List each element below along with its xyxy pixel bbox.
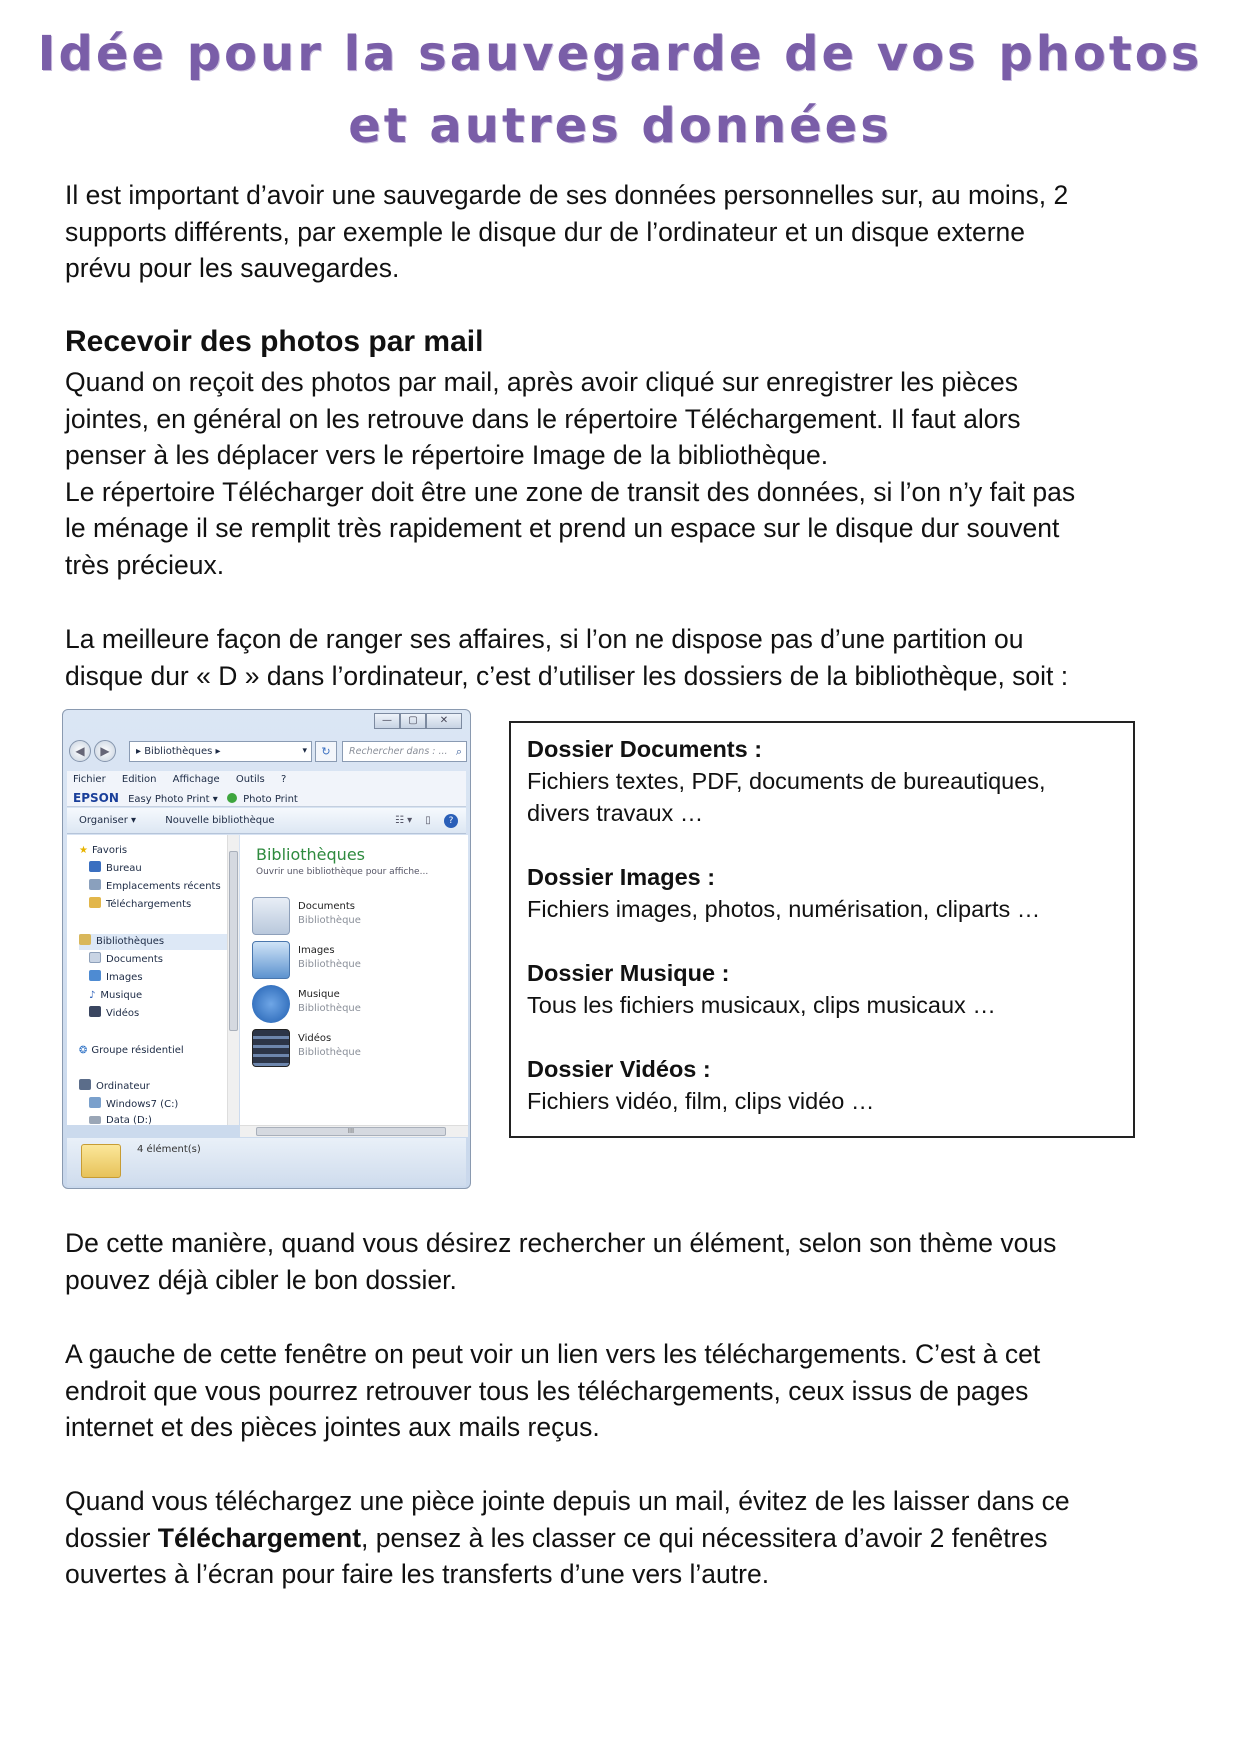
text-line: penser à les déplacer vers le répertoire Image de la bibliothèque. xyxy=(65,440,829,471)
menu-item: Edition xyxy=(121,774,157,785)
epson-toolbar xyxy=(67,789,466,807)
star-icon: ★ xyxy=(79,845,88,856)
text-line: supports différents, par exemple le disque dur de l’ordinateur et un disque externe xyxy=(65,216,1025,247)
title-line-2: et autres données xyxy=(348,98,892,154)
nav-label: Bureau xyxy=(106,863,142,874)
address-field xyxy=(129,741,312,762)
menu-item: Outils xyxy=(235,774,265,785)
dossier-title: Dossier Images : xyxy=(527,864,716,890)
back-icon: ◀ xyxy=(69,740,91,762)
text-line: internet et des pièces jointes aux mails reçus. xyxy=(65,1412,600,1443)
videos-library-icon xyxy=(252,1029,290,1067)
text-line: Quand vous téléchargez une pièce jointe depuis un mail, évitez de les laisser dans ce xyxy=(65,1486,1070,1516)
epson-logo: EPSON xyxy=(73,791,119,805)
nav-groupe xyxy=(79,1043,184,1059)
content-pane xyxy=(240,835,468,1125)
chevron-down-icon: ▾ xyxy=(302,746,307,756)
search-placeholder: Rechercher dans : ... xyxy=(349,746,448,757)
nav-documents xyxy=(89,952,163,968)
nav-favoris xyxy=(79,843,127,859)
library-type: Bibliothèque xyxy=(298,1047,361,1058)
library-name: Musique xyxy=(298,989,340,1000)
title-line-1: Idée pour la sauvegarde de vos photos xyxy=(37,26,1203,82)
nav-label: Bibliothèques xyxy=(96,936,165,947)
mail-paragraph xyxy=(65,364,1185,584)
organiser-button: Organiser ▾ xyxy=(79,815,137,826)
nav-label: Vidéos xyxy=(106,1008,140,1019)
library-name: Images xyxy=(298,945,335,956)
text-line-with-bold xyxy=(65,1520,1185,1557)
text-line: jointes, en général on les retrouve dans le répertoire Téléchargement. Il faut alors xyxy=(65,403,1021,434)
intro-paragraph xyxy=(65,177,1185,287)
documents-library-icon xyxy=(252,897,290,935)
library-item-images xyxy=(252,939,452,985)
library-name: Documents xyxy=(298,901,356,912)
recent-places-icon xyxy=(89,879,101,890)
nav-data xyxy=(89,1113,152,1129)
dossier-list-box xyxy=(509,721,1135,1138)
bold-term: Téléchargement xyxy=(157,1522,362,1553)
drive-d-icon xyxy=(89,1116,101,1124)
text-line: Quand on reçoit des photos par mail, après avoir cliqué sur enregistrer les pièces xyxy=(65,367,1019,397)
search-icon: ⌕ xyxy=(455,745,462,758)
dossier-videos xyxy=(527,1053,1117,1117)
dossier-desc: divers travaux … xyxy=(527,800,704,826)
nav-label: Téléchargements xyxy=(106,899,192,910)
help-icon: ? xyxy=(444,814,458,828)
folder-icon xyxy=(81,1144,121,1178)
close-button: ✕ xyxy=(426,713,462,729)
refresh-icon: ↻ xyxy=(315,741,337,762)
text-line: endroit que vous pourrez retrouver tous les téléchargements, ceux issus de pages xyxy=(65,1375,1029,1406)
text-line: Le répertoire Télécharger doit être une zone de transit des données, si l’on n’y fait pas xyxy=(65,476,1076,507)
music-icon: ♪ xyxy=(89,990,96,1001)
text-segment: , pensez à les classer ce qui nécessitera d’avoir 2 fenêtres xyxy=(361,1522,1048,1553)
dossier-title: Dossier Documents : xyxy=(527,736,763,762)
images-library-icon xyxy=(252,941,290,979)
new-library-button: Nouvelle bibliothèque xyxy=(165,815,275,826)
details-pane xyxy=(67,1138,466,1186)
photo-print-icon xyxy=(227,793,237,803)
maximize-button: ▢ xyxy=(400,713,426,729)
nav-label: Groupe résidentiel xyxy=(91,1045,184,1056)
library-name: Vidéos xyxy=(298,1033,332,1044)
dossier-musique xyxy=(527,957,1117,1021)
nav-label: Ordinateur xyxy=(96,1081,150,1092)
view-options-icon: ☷ ▾ xyxy=(394,815,413,826)
text-line: le ménage il se remplit très rapidement et prend un espace sur le disque dur souvent xyxy=(65,513,1060,544)
drive-c-icon xyxy=(89,1097,101,1108)
maniere-paragraph xyxy=(65,1225,1185,1298)
nav-label: Documents xyxy=(106,954,164,965)
explorer-window-screenshot xyxy=(62,709,471,1189)
section-heading: Recevoir des photos par mail xyxy=(65,325,484,358)
library-type: Bibliothèque xyxy=(298,915,361,926)
text-line: ouvertes à l’écran pour faire les transferts d’une vers l’autre. xyxy=(65,1559,770,1590)
quand-paragraph xyxy=(65,1483,1185,1593)
library-type: Bibliothèque xyxy=(298,1003,361,1014)
text-line: très précieux. xyxy=(65,549,225,580)
text-line: La meilleure façon de ranger ses affaires, si l’on ne dispose pas d’une partition ou xyxy=(65,624,1024,654)
scroll-thumb xyxy=(229,851,238,1031)
library-item-documents xyxy=(252,895,452,941)
text-line: prévu pour les sauvegardes. xyxy=(65,253,400,284)
videos-icon xyxy=(89,1006,101,1017)
dossier-images xyxy=(527,861,1117,925)
text-segment: dossier xyxy=(65,1522,158,1553)
horizontal-scrollbar xyxy=(240,1125,468,1137)
vertical-scrollbar xyxy=(227,835,239,1125)
preview-pane-icon: ▯ xyxy=(425,815,431,826)
nav-windows7 xyxy=(89,1097,178,1113)
documents-icon xyxy=(89,952,101,963)
dossier-desc: Tous les fichiers musicaux, clips musicaux … xyxy=(527,992,996,1018)
hscroll-thumb: III xyxy=(256,1127,446,1136)
nav-images xyxy=(89,970,143,986)
text-line: Il est important d’avoir une sauvegarde de ses données personnelles sur, au moins, 2 xyxy=(65,180,1069,210)
item-count: 4 élément(s) xyxy=(137,1144,201,1155)
text-line: pouvez déjà cibler le bon dossier. xyxy=(65,1264,457,1295)
nav-label: Images xyxy=(106,972,143,983)
dossier-desc: Fichiers textes, PDF, documents de bureautiques, xyxy=(527,768,1046,794)
nav-label: Data (D:) xyxy=(106,1115,152,1126)
gauche-paragraph xyxy=(65,1336,1185,1446)
nav-emplacements xyxy=(89,879,221,895)
library-item-videos xyxy=(252,1027,452,1073)
text-line: A gauche de cette fenêtre on peut voir un lien vers les téléchargements. C’est à cet xyxy=(65,1339,1041,1369)
page-title xyxy=(0,18,1240,162)
desktop-icon xyxy=(89,861,101,872)
text-line: De cette manière, quand vous désirez rechercher un élément, selon son thème vous xyxy=(65,1228,1057,1258)
menu-item: Affichage xyxy=(172,774,220,785)
menu-item: Fichier xyxy=(73,774,106,785)
nav-bibliotheques xyxy=(79,934,227,950)
content-title: Bibliothèques xyxy=(256,845,365,864)
images-icon xyxy=(89,970,101,981)
address-bar xyxy=(69,739,464,765)
nav-label: Musique xyxy=(100,990,143,1001)
dossier-desc: Fichiers vidéo, film, clips vidéo … xyxy=(527,1088,875,1114)
nav-label: Emplacements récents xyxy=(106,881,221,892)
library-type: Bibliothèque xyxy=(298,959,361,970)
dossier-title: Dossier Vidéos : xyxy=(527,1056,711,1082)
nav-label: Windows7 (C:) xyxy=(106,1099,179,1110)
menu-bar xyxy=(67,771,466,789)
dossier-desc: Fichiers images, photos, numérisation, cliparts … xyxy=(527,896,1041,922)
library-item-musique xyxy=(252,983,452,1029)
minimize-button: — xyxy=(374,713,400,729)
nav-videos xyxy=(89,1006,139,1022)
nav-bureau xyxy=(89,861,142,877)
menu-item: ? xyxy=(280,774,287,785)
nav-ordinateur xyxy=(79,1079,150,1095)
command-bar xyxy=(67,808,466,834)
dossier-documents xyxy=(527,733,1117,829)
easy-photo-print-label: Easy Photo Print ▾ xyxy=(128,794,218,805)
navigation-pane xyxy=(67,835,227,1125)
nav-label: Favoris xyxy=(91,845,128,856)
forward-icon: ▶ xyxy=(94,740,116,762)
computer-icon xyxy=(79,1079,91,1090)
nav-musique xyxy=(89,988,142,1004)
libraries-icon xyxy=(79,934,91,945)
address-text: ▸ Bibliothèques ▸ xyxy=(136,746,221,757)
search-field xyxy=(342,741,467,762)
photo-print-label: Photo Print xyxy=(243,794,298,805)
downloads-icon xyxy=(89,897,101,908)
ranger-paragraph xyxy=(65,621,1185,694)
dossier-title: Dossier Musique : xyxy=(527,960,730,986)
nav-telechargements xyxy=(89,897,191,913)
content-subtitle: Ouvrir une bibliothèque pour affiche... xyxy=(256,867,429,877)
music-library-icon xyxy=(252,985,290,1023)
window-controls xyxy=(374,713,462,729)
text-line: disque dur « D » dans l’ordinateur, c’est d’utiliser les dossiers de la bibliothèque, soit : xyxy=(65,660,1069,691)
homegroup-icon: ❂ xyxy=(79,1045,88,1056)
